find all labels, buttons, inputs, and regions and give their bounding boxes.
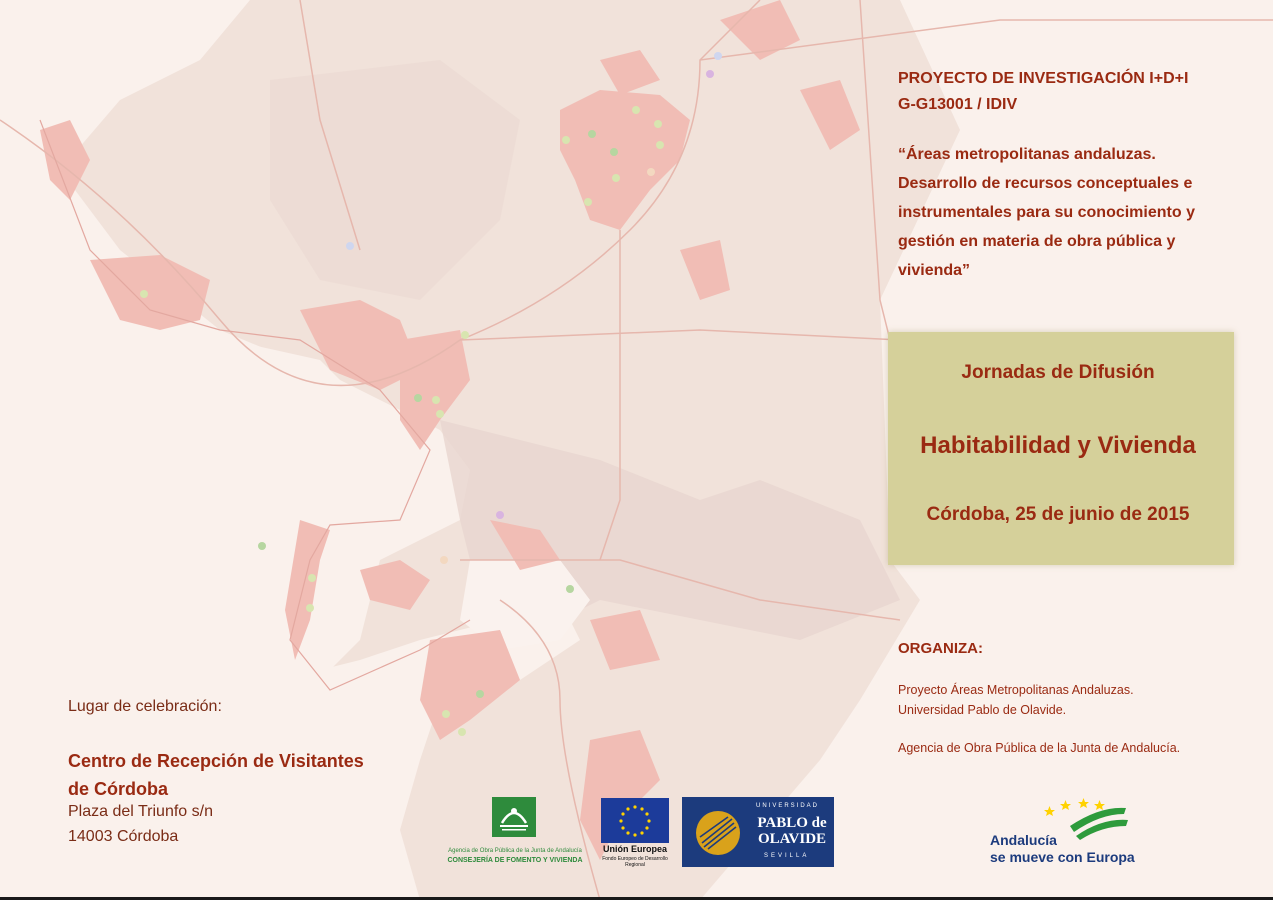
junta-andalucia-logo: [492, 797, 536, 837]
olavide-logo: [682, 797, 834, 867]
olavide-university-label: UNIVERSIDAD: [756, 803, 820, 809]
andalucia-slogan-line2: se mueve con Europa: [990, 849, 1135, 865]
organiza-label: ORGANIZA:: [898, 640, 983, 657]
olavide-city-label: SEVILLA: [764, 853, 810, 859]
event-box: [888, 332, 1234, 565]
organiza-line: Universidad Pablo de Olavide.: [898, 703, 1067, 717]
andalucia-slogan-line1: Andalucía: [990, 832, 1057, 848]
venue-address-line: Plaza del Triunfo s/n: [68, 803, 213, 820]
venue-address-line: 14003 Córdoba: [68, 828, 179, 845]
event-series: Jornadas de Difusión: [961, 362, 1155, 383]
organiza-line: Agencia de Obra Pública de la Junta de Andalucía.: [898, 741, 1181, 755]
olavide-name: PABLO de OLAVIDE: [757, 815, 827, 847]
olavide-emblem-icon: [694, 809, 742, 857]
venue-name: Centro de Recepción de Visitantes de Córdoba: [68, 751, 364, 799]
junta-caption-consejeria: CONSEJERÍA DE FOMENTO Y VIVIENDA: [447, 857, 583, 864]
organiza-line: Proyecto Áreas Metropolitanas Andaluzas.: [898, 683, 1134, 697]
eu-flag-logo: [601, 798, 669, 843]
project-code-line1: PROYECTO DE INVESTIGACIÓN I+D+I: [898, 70, 1189, 87]
project-title: “Áreas metropolitanas andaluzas. Desarrollo de recursos conceptuales e instrumentales para su conocimiento y gestión en materia de obra pública y vivienda”: [898, 146, 1195, 279]
eu-fund-label: Fondo Europeo de Desarrollo Regional: [602, 856, 668, 868]
event-date: Córdoba, 25 de junio de 2015: [926, 504, 1190, 525]
project-header: [898, 66, 1238, 118]
event-theme: Habitabilidad y Vivienda: [920, 432, 1196, 459]
venue-label: Lugar de celebración:: [68, 698, 222, 715]
eu-label: Unión Europea: [602, 844, 667, 854]
junta-caption-agency: Agencia de Obra Pública de la Junta de Andalucía: [448, 848, 582, 854]
project-code-line2: G-G13001 / IDIV: [898, 96, 1018, 113]
